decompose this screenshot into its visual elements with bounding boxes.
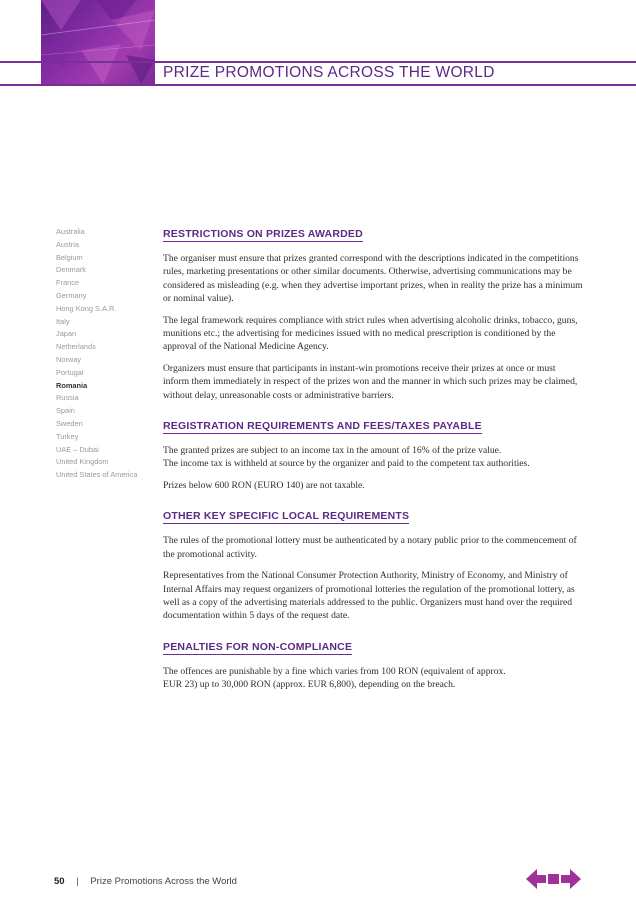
paragraph: Prizes below 600 RON (EURO 140) are not taxable. xyxy=(163,479,365,491)
page-title: PRIZE PROMOTIONS ACROSS THE WORLD xyxy=(163,64,495,81)
header-decorative-image xyxy=(41,0,155,84)
page-number: 50 xyxy=(54,876,65,887)
country-link[interactable]: Hong Kong S.A.R. xyxy=(56,303,117,313)
footer xyxy=(54,876,237,887)
header-top-rule xyxy=(0,61,636,63)
content-section xyxy=(163,416,583,492)
main-content xyxy=(163,224,583,706)
country-link[interactable]: Sweden xyxy=(56,418,83,428)
square-icon[interactable] xyxy=(547,868,560,890)
arrow-right-icon[interactable] xyxy=(561,868,581,890)
country-link[interactable]: Denmark xyxy=(56,265,86,275)
paragraph: Organizers must ensure that participants in instant-win promotions receive their prizes at once or must inform them immediately in respect of the prizes won and the manner in which such prizes may be claimed, without delay, unreasonable costs or administrative barriers. xyxy=(163,362,578,401)
country-link[interactable]: Romania xyxy=(56,380,88,390)
section-heading: PENALTIES FOR NON-COMPLIANCE xyxy=(163,640,353,653)
header-bottom-rule xyxy=(0,84,636,86)
country-link[interactable]: Norway xyxy=(56,354,82,364)
country-link[interactable]: Netherlands xyxy=(56,342,96,352)
country-link[interactable]: Austria xyxy=(56,239,80,249)
country-link[interactable]: Italy xyxy=(56,316,70,326)
paragraph: Representatives from the National Consumer Protection Authority, Ministry of Economy, and Ministry of Internal Affairs may request organizers of promotional lotteries the regulation of the promotional lottery, as well as a copy of the advertising materials addressed to the public. Organizers must hand over the required documentation within 5 days of the request date. xyxy=(163,570,575,622)
country-link[interactable]: Russia xyxy=(56,393,79,403)
footer-title: Prize Promotions Across the World xyxy=(90,876,237,887)
country-link[interactable]: Australia xyxy=(56,227,85,236)
country-link[interactable]: Germany xyxy=(56,290,87,300)
section-heading: OTHER KEY SPECIFIC LOCAL REQUIREMENTS xyxy=(163,510,410,523)
country-link[interactable]: UAE – Dubai xyxy=(56,444,99,454)
section-heading: RESTRICTIONS ON PRIZES AWARDED xyxy=(163,228,363,240)
paragraph: The rules of the promotional lottery must be authenticated by a notary public prior to the commencement of the promotional activity. xyxy=(163,535,577,560)
country-link[interactable]: Portugal xyxy=(56,367,84,377)
country-link[interactable]: France xyxy=(56,278,80,288)
paragraph: The income tax is withheld at source by the organizer and paid to the competent tax authorities. xyxy=(163,458,530,470)
paragraph: EUR 23) up to 30,000 RON (approx. EUR 6,800), depending on the breach. xyxy=(163,679,456,691)
country-link[interactable]: Turkey xyxy=(56,431,79,441)
country-link[interactable]: Belgium xyxy=(56,252,83,262)
paragraph: The granted prizes are subject to an income tax in the amount of 16% of the prize value. xyxy=(163,445,502,457)
content-section xyxy=(163,637,583,692)
content-section xyxy=(163,506,583,622)
country-link[interactable]: United States of America xyxy=(56,470,138,480)
paragraph: The offences are punishable by a fine which varies from 100 RON (equivalent of approx. xyxy=(163,665,506,677)
paragraph: The organiser must ensure that prizes granted correspond with the descriptions indicated in the competitions rules, marketing presentations or other similar documents. Otherwise, advertising communications may be considered as misleading (e.g. when they advertise important prizes, when in reality the prize has a minimum or nominal value). xyxy=(163,253,583,305)
country-link[interactable]: United Kingdom xyxy=(56,457,109,467)
country-link[interactable]: Spain xyxy=(56,406,75,416)
arrow-left-icon[interactable] xyxy=(526,868,546,890)
country-link[interactable]: Japan xyxy=(56,329,77,339)
page-nav xyxy=(526,868,582,890)
section-heading: REGISTRATION REQUIREMENTS AND FEES/TAXES PAYABLE xyxy=(163,420,482,433)
paragraph: The legal framework requires compliance with strict rules when advertising alcoholic drinks, tobacco, guns, munitions etc.; the advertising for medicines issued with no medical prescription is conditioned by the approval of the National Medicine Agency. xyxy=(163,314,578,353)
country-nav xyxy=(56,226,156,482)
footer-separator: | xyxy=(76,876,79,887)
content-section xyxy=(163,224,583,402)
